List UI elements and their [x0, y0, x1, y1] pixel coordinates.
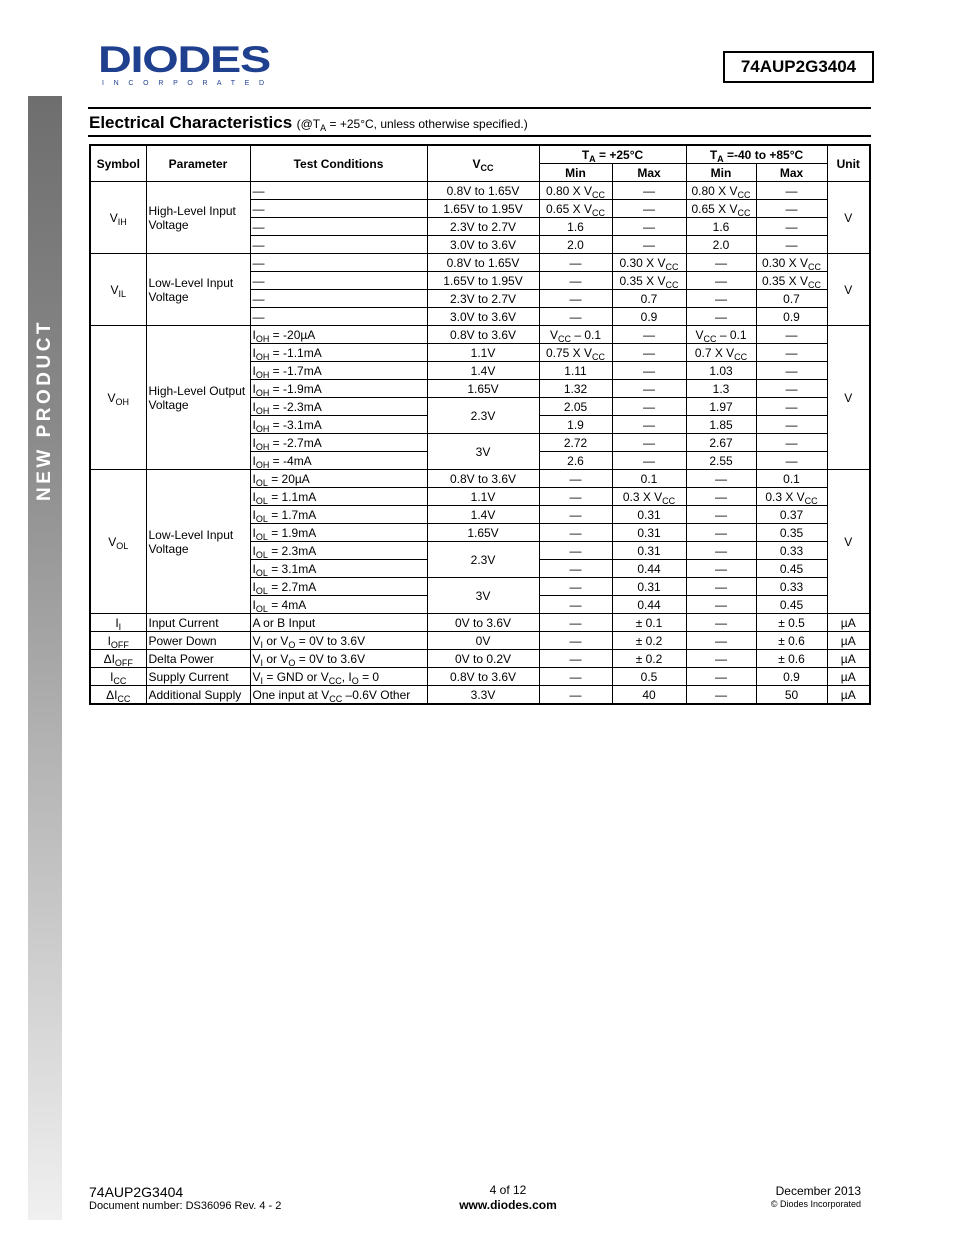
max-range-cell: — — [756, 182, 827, 200]
max-range-cell: — — [756, 236, 827, 254]
min-25c-cell: 2.72 — [539, 434, 612, 452]
condition-cell: $I_{OL} = 1.1mA$ — [250, 488, 427, 506]
symbol-cell: $I_I$ — [90, 614, 146, 632]
electrical-characteristics-table — [89, 144, 871, 705]
vcc-cell: 1.1V — [427, 488, 539, 506]
max-range-cell: 0.35 — [756, 524, 827, 542]
max-25c-cell: 0.9 — [612, 308, 686, 326]
diodes-logo — [98, 42, 278, 88]
max-range-cell: — — [756, 434, 827, 452]
condition-cell: $I_{OH} = -1.7mA$ — [250, 362, 427, 380]
table-row — [90, 686, 870, 705]
max-25c-cell: — — [612, 182, 686, 200]
min-25c-cell: — — [539, 614, 612, 632]
min-25c-cell: — — [539, 632, 612, 650]
unit-cell: V — [827, 470, 870, 614]
condition-cell: $I_{OL} = 2.7mA$ — [250, 578, 427, 596]
max-25c-cell: — — [612, 452, 686, 470]
vcc-cell: 1.65V to 1.95V — [427, 200, 539, 218]
unit-cell: µA — [827, 668, 870, 686]
parameter-cell: Input Current — [146, 614, 250, 632]
min-25c-cell: — — [539, 308, 612, 326]
min-range-cell: — — [686, 668, 756, 686]
vcc-cell: 1.65V to 1.95V — [427, 272, 539, 290]
unit-cell: µA — [827, 650, 870, 668]
symbol-cell: $I_{CC}$ — [90, 668, 146, 686]
min-range-cell: 1.97 — [686, 398, 756, 416]
header-min-25c: Min — [539, 164, 612, 182]
footer-page-number: 4 of 12 — [489, 1183, 527, 1197]
vcc-cell: 2.3V to 2.7V — [427, 218, 539, 236]
condition-cell: $I_{OH} = -20\mu A$ — [250, 326, 427, 344]
min-25c-cell: — — [539, 506, 612, 524]
min-25c-cell: — — [539, 596, 612, 614]
logo-subtitle: I N C O R P O R A T E D — [102, 80, 264, 87]
footer-document-number: Document number: DS36096 Rev. 4 - 2 — [89, 1200, 282, 1212]
max-range-cell: 0.33 — [756, 542, 827, 560]
sidebar-label: NEW PRODUCT — [34, 318, 55, 502]
parameter-cell: Power Down — [146, 632, 250, 650]
parameter-cell: Low-Level Input Voltage — [146, 254, 250, 326]
condition-cell: $I_{OL} = 1.7mA$ — [250, 506, 427, 524]
header-group-range: $T_A =-40$ to +85°C — [686, 145, 827, 164]
vcc-cell: 0.8V to 3.6V — [427, 470, 539, 488]
max-25c-cell: — — [612, 218, 686, 236]
condition-cell: $I_{OH} = -1.1mA$ — [250, 344, 427, 362]
condition-cell: $I_{OH} = -2.7mA$ — [250, 434, 427, 452]
min-25c-cell: 2.05 — [539, 398, 612, 416]
vcc-cell: 3.0V to 3.6V — [427, 308, 539, 326]
max-25c-cell: ± 0.2 — [612, 650, 686, 668]
footer-date: December 2013 — [775, 1184, 861, 1198]
max-25c-cell: 0.30 X $V_{CC}$ — [612, 254, 686, 272]
min-range-cell: — — [686, 632, 756, 650]
table-row — [90, 326, 870, 344]
table-row — [90, 650, 870, 668]
min-range-cell: 0.80 X $V_{CC}$ — [686, 182, 756, 200]
min-25c-cell: — — [539, 272, 612, 290]
header-vcc: $V_{CC}$ — [427, 145, 539, 182]
max-range-cell: — — [756, 218, 827, 236]
max-range-cell: 0.1 — [756, 470, 827, 488]
max-25c-cell: 0.31 — [612, 506, 686, 524]
condition-cell: — — [250, 218, 427, 236]
max-range-cell: 0.33 — [756, 578, 827, 596]
min-range-cell: — — [686, 614, 756, 632]
symbol-cell: $V_{IL}$ — [90, 254, 146, 326]
condition-cell: $V_I$ or $V_O = 0V$ to 3.6V — [250, 632, 427, 650]
vcc-cell: 3V — [427, 434, 539, 470]
min-range-cell: 2.67 — [686, 434, 756, 452]
vcc-cell: 0V to 3.6V — [427, 614, 539, 632]
symbol-cell: $\Delta I_{CC}$ — [90, 686, 146, 705]
condition-cell: — — [250, 290, 427, 308]
vcc-cell: 2.3V — [427, 542, 539, 578]
min-25c-cell: 0.65 X $V_{CC}$ — [539, 200, 612, 218]
header-parameter: Parameter — [146, 145, 250, 182]
min-25c-cell: — — [539, 488, 612, 506]
max-range-cell: 50 — [756, 686, 827, 705]
section-subtitle: ($@T_A = +25^\circ C$, unless otherwise specified.) — [296, 117, 528, 133]
max-25c-cell: — — [612, 398, 686, 416]
max-25c-cell: 0.31 — [612, 524, 686, 542]
symbol-cell: $V_{OH}$ — [90, 326, 146, 470]
header-max-range: Max — [756, 164, 827, 182]
parameter-cell: Supply Current — [146, 668, 250, 686]
min-range-cell: $V_{CC} - 0.1$ — [686, 326, 756, 344]
condition-cell: $I_{OL} = 20\mu A$ — [250, 470, 427, 488]
min-range-cell: — — [686, 542, 756, 560]
min-range-cell: — — [686, 470, 756, 488]
max-25c-cell: — — [612, 344, 686, 362]
condition-cell: — — [250, 254, 427, 272]
condition-cell: $I_{OL} = 3.1mA$ — [250, 560, 427, 578]
table-row — [90, 632, 870, 650]
header-max-25c: Max — [612, 164, 686, 182]
min-range-cell: — — [686, 308, 756, 326]
vcc-cell: 2.3V to 2.7V — [427, 290, 539, 308]
min-range-cell: — — [686, 254, 756, 272]
min-range-cell: 1.85 — [686, 416, 756, 434]
header-group-25c: $T_A = +25^\circ C$ — [539, 145, 686, 164]
min-range-cell: 1.03 — [686, 362, 756, 380]
max-25c-cell: 0.1 — [612, 470, 686, 488]
sidebar-band — [28, 96, 62, 1220]
min-range-cell: 2.0 — [686, 236, 756, 254]
vcc-cell: 1.4V — [427, 362, 539, 380]
table-body — [90, 182, 870, 705]
unit-cell: µA — [827, 614, 870, 632]
max-range-cell: — — [756, 398, 827, 416]
condition-cell: $I_{OL} = 1.9mA$ — [250, 524, 427, 542]
section-rule — [88, 135, 871, 137]
unit-cell: V — [827, 326, 870, 470]
max-25c-cell: 0.5 — [612, 668, 686, 686]
part-number-box: 74AUP2G3404 — [723, 51, 874, 83]
min-25c-cell: 1.11 — [539, 362, 612, 380]
max-25c-cell: 0.44 — [612, 560, 686, 578]
min-25c-cell: 1.32 — [539, 380, 612, 398]
min-range-cell: — — [686, 290, 756, 308]
min-range-cell: — — [686, 524, 756, 542]
min-25c-cell: 0.75 X $V_{CC}$ — [539, 344, 612, 362]
condition-cell: — — [250, 182, 427, 200]
vcc-cell: 0.8V to 3.6V — [427, 668, 539, 686]
vcc-cell: 1.65V — [427, 380, 539, 398]
table-row — [90, 614, 870, 632]
min-25c-cell: 0.80 X $V_{CC}$ — [539, 182, 612, 200]
unit-cell: µA — [827, 632, 870, 650]
parameter-cell: Additional Supply — [146, 686, 250, 705]
max-25c-cell: — — [612, 236, 686, 254]
min-25c-cell: — — [539, 290, 612, 308]
max-25c-cell: — — [612, 380, 686, 398]
max-range-cell: 0.35 X $V_{CC}$ — [756, 272, 827, 290]
logo-wordmark: DIODES — [98, 42, 271, 80]
max-range-cell: 0.9 — [756, 668, 827, 686]
max-range-cell: 0.37 — [756, 506, 827, 524]
max-25c-cell: 0.31 — [612, 542, 686, 560]
condition-cell: — — [250, 272, 427, 290]
max-range-cell: ± 0.6 — [756, 650, 827, 668]
max-range-cell: 0.45 — [756, 560, 827, 578]
max-range-cell: — — [756, 452, 827, 470]
section-title-text: Electrical Characteristics — [89, 113, 293, 132]
condition-cell: $V_I$ = GND or $V_{CC}$, $I_O = 0$ — [250, 668, 427, 686]
max-25c-cell: ± 0.2 — [612, 632, 686, 650]
vcc-cell: 3.0V to 3.6V — [427, 236, 539, 254]
condition-cell: One input at $V_{CC}$ –0.6V Other — [250, 686, 427, 705]
footer-website-link[interactable]: www.diodes.com — [459, 1198, 557, 1212]
min-range-cell: — — [686, 686, 756, 705]
max-range-cell: 0.3 X $V_{CC}$ — [756, 488, 827, 506]
max-range-cell: ± 0.6 — [756, 632, 827, 650]
min-range-cell: — — [686, 488, 756, 506]
condition-cell: — — [250, 308, 427, 326]
vcc-cell: 3.3V — [427, 686, 539, 705]
vcc-cell: 2.3V — [427, 398, 539, 434]
min-range-cell: — — [686, 596, 756, 614]
vcc-cell: 1.65V — [427, 524, 539, 542]
condition-cell: $I_{OH} = -4mA$ — [250, 452, 427, 470]
min-25c-cell: — — [539, 560, 612, 578]
max-25c-cell: 0.7 — [612, 290, 686, 308]
unit-cell: V — [827, 254, 870, 326]
parameter-cell: Delta Power — [146, 650, 250, 668]
min-25c-cell: 1.6 — [539, 218, 612, 236]
min-25c-cell: 1.9 — [539, 416, 612, 434]
symbol-cell: $I_{OFF}$ — [90, 632, 146, 650]
min-25c-cell: — — [539, 524, 612, 542]
parameter-cell: High-Level Input Voltage — [146, 182, 250, 254]
vcc-cell: 0.8V to 1.65V — [427, 254, 539, 272]
header-unit: Unit — [827, 145, 870, 182]
max-25c-cell: — — [612, 326, 686, 344]
max-range-cell: 0.30 X $V_{CC}$ — [756, 254, 827, 272]
max-range-cell: — — [756, 326, 827, 344]
condition-cell: $I_{OL} = 4mA$ — [250, 596, 427, 614]
max-25c-cell: — — [612, 362, 686, 380]
footer-part-number: 74AUP2G3404 — [89, 1184, 184, 1200]
max-25c-cell: — — [612, 434, 686, 452]
unit-cell: µA — [827, 686, 870, 705]
max-range-cell: 0.7 — [756, 290, 827, 308]
max-25c-cell: 0.35 X $V_{CC}$ — [612, 272, 686, 290]
table-row — [90, 254, 870, 272]
vcc-cell: 0.8V to 3.6V — [427, 326, 539, 344]
min-25c-cell: 2.6 — [539, 452, 612, 470]
vcc-cell: 1.4V — [427, 506, 539, 524]
section-title — [89, 113, 528, 133]
unit-cell: V — [827, 182, 870, 254]
max-range-cell: — — [756, 416, 827, 434]
header-test-conditions: Test Conditions — [250, 145, 427, 182]
table-row — [90, 470, 870, 488]
min-range-cell: 1.3 — [686, 380, 756, 398]
min-25c-cell: — — [539, 650, 612, 668]
symbol-cell: $V_{IH}$ — [90, 182, 146, 254]
max-range-cell: — — [756, 344, 827, 362]
max-range-cell: — — [756, 380, 827, 398]
max-25c-cell: 0.31 — [612, 578, 686, 596]
vcc-cell: 3V — [427, 578, 539, 614]
max-range-cell: — — [756, 362, 827, 380]
min-25c-cell: 2.0 — [539, 236, 612, 254]
min-25c-cell: — — [539, 254, 612, 272]
max-25c-cell: ± 0.1 — [612, 614, 686, 632]
min-range-cell: 0.7 X $V_{CC}$ — [686, 344, 756, 362]
min-range-cell: — — [686, 560, 756, 578]
min-range-cell: 2.55 — [686, 452, 756, 470]
vcc-cell: 0V to 0.2V — [427, 650, 539, 668]
min-25c-cell: — — [539, 668, 612, 686]
condition-cell: — — [250, 236, 427, 254]
min-25c-cell: — — [539, 578, 612, 596]
min-range-cell: — — [686, 578, 756, 596]
min-25c-cell: — — [539, 686, 612, 705]
condition-cell: $I_{OL} = 2.3mA$ — [250, 542, 427, 560]
table-row — [90, 668, 870, 686]
vcc-cell: 0V — [427, 632, 539, 650]
parameter-cell: High-Level Output Voltage — [146, 326, 250, 470]
max-25c-cell: 0.3 X $V_{CC}$ — [612, 488, 686, 506]
parameter-cell: Low-Level Input Voltage — [146, 470, 250, 614]
min-range-cell: — — [686, 506, 756, 524]
symbol-cell: $\Delta I_{OFF}$ — [90, 650, 146, 668]
max-25c-cell: — — [612, 200, 686, 218]
min-25c-cell: — — [539, 470, 612, 488]
max-range-cell: ± 0.5 — [756, 614, 827, 632]
min-25c-cell: — — [539, 542, 612, 560]
top-rule — [88, 107, 871, 109]
max-25c-cell: — — [612, 416, 686, 434]
symbol-cell: $V_{OL}$ — [90, 470, 146, 614]
max-25c-cell: 40 — [612, 686, 686, 705]
min-25c-cell: $V_{CC} - 0.1$ — [539, 326, 612, 344]
vcc-cell: 0.8V to 1.65V — [427, 182, 539, 200]
condition-cell: A or B Input — [250, 614, 427, 632]
min-range-cell: 1.6 — [686, 218, 756, 236]
max-25c-cell: 0.44 — [612, 596, 686, 614]
header-symbol: Symbol — [90, 145, 146, 182]
condition-cell: $V_I$ or $V_O = 0V$ to 3.6V — [250, 650, 427, 668]
vcc-cell: 1.1V — [427, 344, 539, 362]
condition-cell: — — [250, 200, 427, 218]
min-range-cell: — — [686, 650, 756, 668]
condition-cell: $I_{OH} = -2.3mA$ — [250, 398, 427, 416]
table-row — [90, 182, 870, 200]
condition-cell: $I_{OH} = -3.1mA$ — [250, 416, 427, 434]
max-range-cell: 0.45 — [756, 596, 827, 614]
condition-cell: $I_{OH} = -1.9mA$ — [250, 380, 427, 398]
min-range-cell: 0.65 X $V_{CC}$ — [686, 200, 756, 218]
max-range-cell: 0.9 — [756, 308, 827, 326]
footer-copyright: © Diodes Incorporated — [770, 1199, 861, 1209]
max-range-cell: — — [756, 200, 827, 218]
header-min-range: Min — [686, 164, 756, 182]
min-range-cell: — — [686, 272, 756, 290]
